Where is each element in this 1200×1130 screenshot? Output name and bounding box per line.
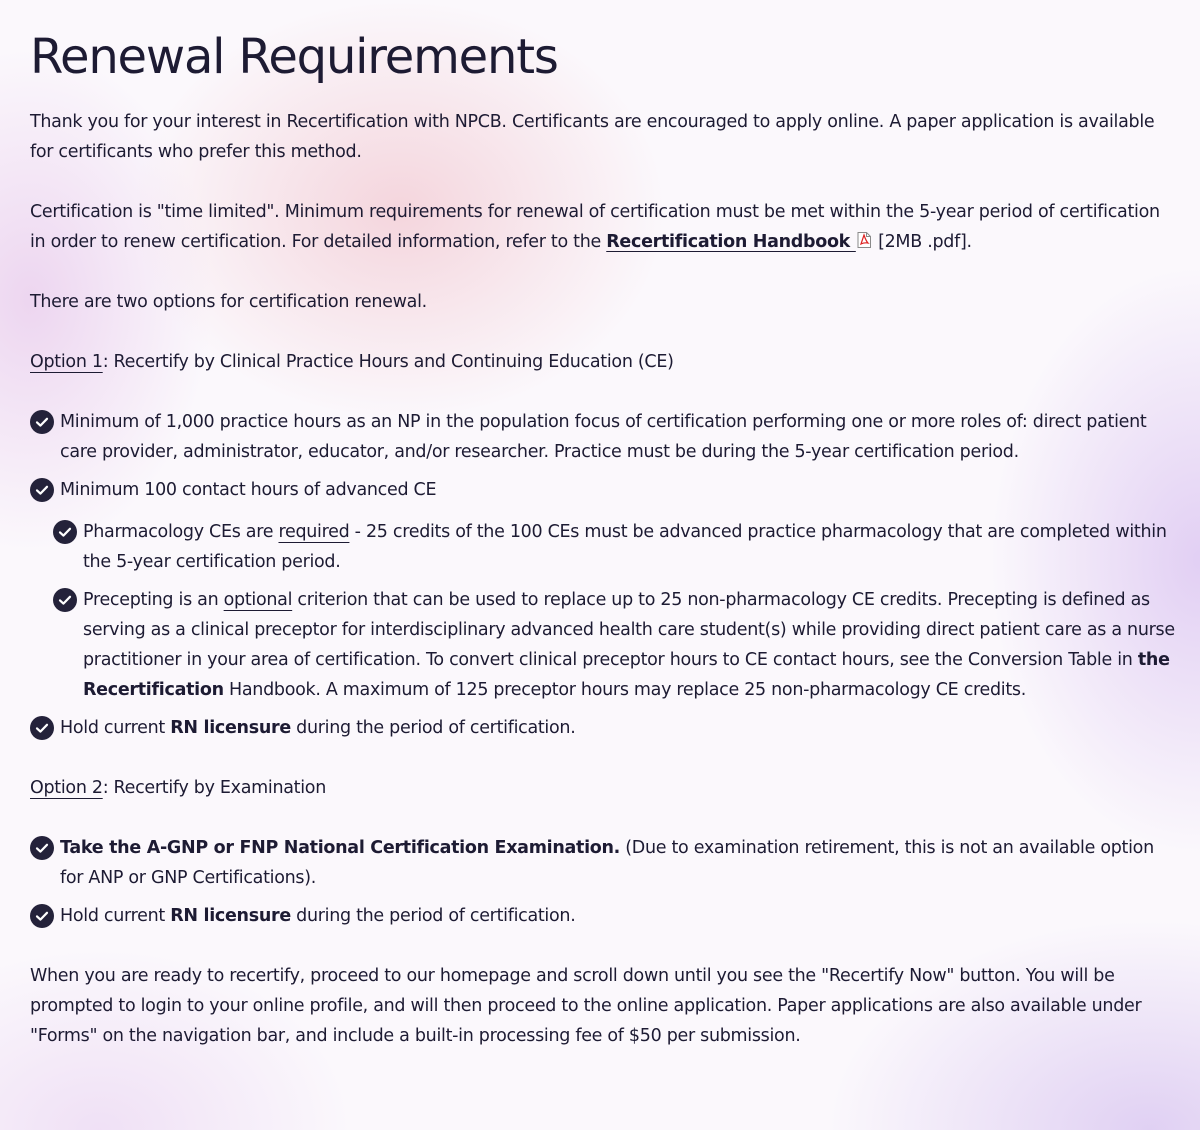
page-title: Renewal Requirements (30, 29, 558, 85)
rn-text-pre: Hold current (60, 906, 171, 926)
list-item (53, 585, 1175, 705)
content (30, 107, 1175, 1081)
list-item (30, 713, 1175, 743)
options-intro: There are two options for certification renewal. (30, 292, 427, 312)
time-limited-paragraph (30, 197, 1175, 257)
check-circle-icon (53, 520, 77, 544)
option2-list (30, 833, 1175, 931)
option2-heading (30, 773, 1175, 803)
precept-text-mid: criterion that can be used to replace up to 25 non-pharmacology CE credits. Precepting is defined as serving as a clinical preceptor for interdisciplinary advanced health care student(s) while providing direct patient care as a nurse practitioner in your area of certification. To convert clinical preceptor hours to CE contact hours, see the Conversion Table in (83, 590, 1175, 670)
time-limited-text: Certification is "time limited". Minimum requirements for renewal of certification must be met within the 5-year period of certification in order to renew certification. For detailed information, refer to the (30, 202, 1160, 252)
exam-text-rest: (Due to examination retirement, this is not an available option for ANP or GNP Certifications). (60, 838, 1154, 888)
option1-heading-text: : Recertify by Clinical Practice Hours and Continuing Education (CE) (102, 352, 674, 372)
check-circle-icon (30, 716, 54, 740)
list-item (53, 517, 1175, 577)
recertification-handbook-link[interactable]: Recertification Handbook (606, 232, 856, 252)
closing-paragraph: When you are ready to recertify, proceed to our homepage and scroll down until you see the "Recertify Now" button. You will be prompted to login to your online profile, and will then proceed to the online application. Paper applications are also available under "Forms" on the navigation bar, and include a built-in processing fee of $50 per submission. (30, 966, 1142, 1046)
pharm-text-pre: Pharmacology CEs are (83, 522, 279, 542)
optional-underlined: optional (223, 590, 293, 610)
precept-text-post: Handbook. A maximum of 125 preceptor hours may replace 25 non-pharmacology CE credits. (223, 680, 1027, 700)
option1-heading (30, 347, 1175, 377)
check-circle-icon (30, 836, 54, 860)
required-underlined: required (278, 522, 350, 542)
rn-licensure-bold: RN licensure (170, 718, 291, 738)
list-item (30, 901, 1175, 931)
intro-paragraph: Thank you for your interest in Recertification with NPCB. Certificants are encouraged to apply online. A paper application is available for certificants who prefer this method. (30, 112, 1155, 162)
check-circle-icon (30, 410, 54, 434)
list-item (30, 407, 1175, 467)
pdf-size-text: [2MB .pdf]. (872, 232, 972, 252)
check-circle-icon (30, 904, 54, 928)
option1-label: Option 1 (30, 352, 103, 372)
exam-text-bold: Take the A-GNP or FNP National Certification Examination. (60, 838, 620, 858)
list-item (30, 475, 1175, 705)
ce-sub-list (53, 517, 1175, 705)
precept-text-pre: Precepting is an (83, 590, 224, 610)
rn-text-post: during the period of certification. (290, 718, 576, 738)
option2-heading-text: : Recertify by Examination (102, 778, 326, 798)
pharm-text-post: - 25 credits of the 100 CEs must be advanced practice pharmacology that are completed within the 5-year certification period. (83, 522, 1167, 572)
check-circle-icon (53, 588, 77, 612)
pdf-icon[interactable] (857, 232, 871, 248)
rn-licensure-bold: RN licensure (170, 906, 291, 926)
rn-text-pre: Hold current (60, 718, 171, 738)
option2-label: Option 2 (30, 778, 103, 798)
rn-text-post: during the period of certification. (290, 906, 576, 926)
list-item (30, 833, 1175, 893)
option1-list (30, 407, 1175, 743)
contact-hours-text: Minimum 100 contact hours of advanced CE (60, 480, 437, 500)
check-circle-icon (30, 478, 54, 502)
practice-hours-text: Minimum of 1,000 practice hours as an NP in the population focus of certification performing one or more roles of: direct patient care provider, administrator, educator, and/or researcher. Practice must be during the 5-year certification period. (60, 412, 1147, 462)
precept-text-bold: the Recertification (83, 650, 1170, 700)
